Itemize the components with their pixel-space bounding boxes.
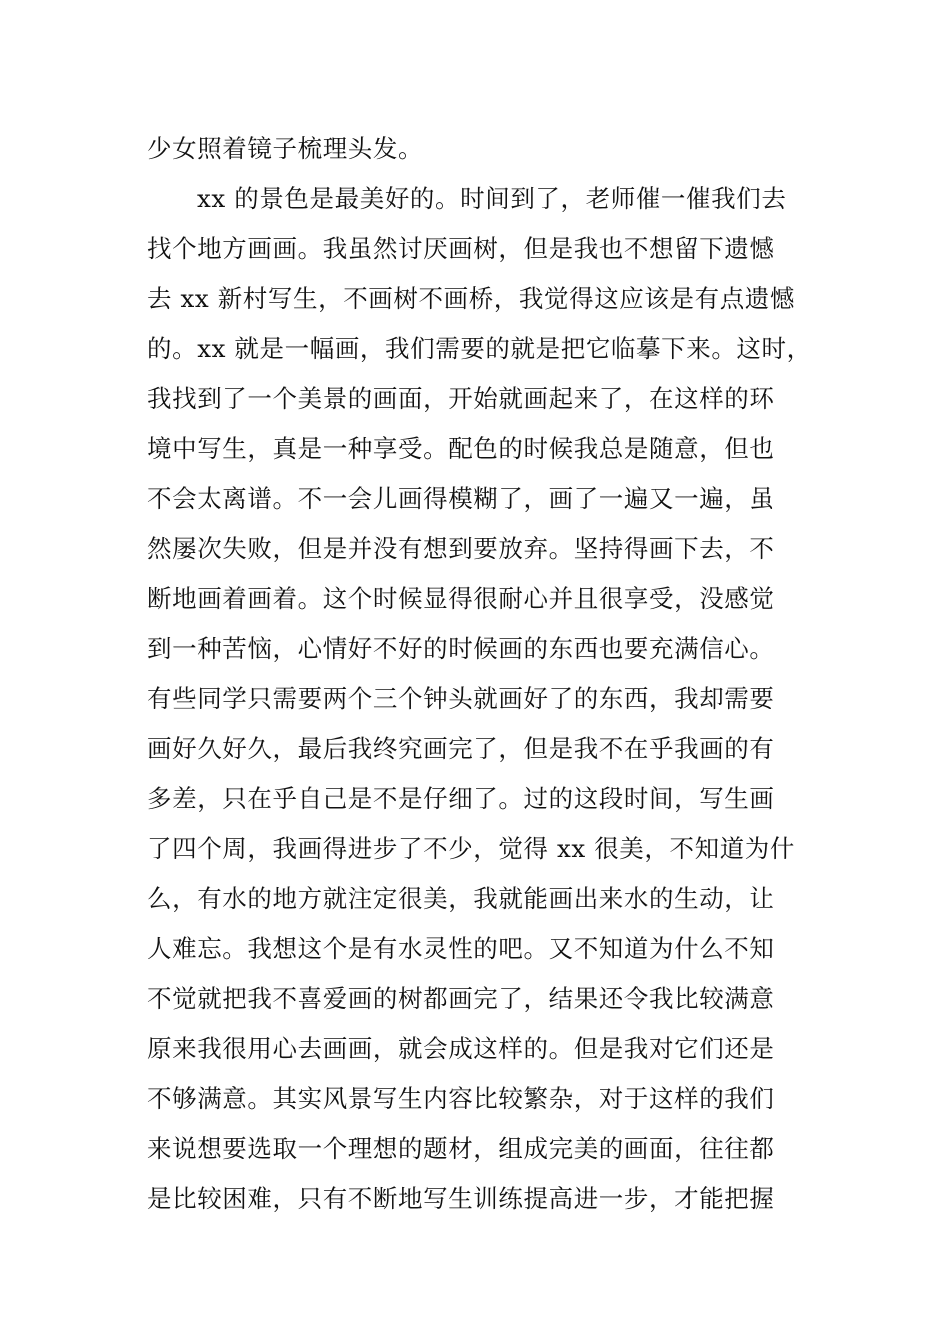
text-line: 断地画着画着。这个时候显得很耐心并且很享受，没感觉 [147, 584, 775, 613]
body-text [147, 124, 817, 1224]
text-line: 么，有水的地方就注定很美，我就能画出来水的生动，让 [147, 884, 775, 913]
text-line: 来说想要选取一个理想的题材，组成完美的画面，往往都 [147, 1134, 775, 1163]
text-line: 少女照着镜子梳理头发。 [147, 134, 424, 163]
text-line: 是比较困难，只有不断地写生训练提高进一步，才能把握 [147, 1184, 775, 1213]
text-line: 不觉就把我不喜爱画的树都画完了，结果还令我比较满意 [147, 984, 775, 1013]
text-line: 了四个周，我画得进步了不少，觉得 xx 很美，不知道为什 [147, 834, 796, 863]
text-line: 到一种苦恼，心情好不好的时候画的东西也要充满信心。 [147, 634, 775, 663]
text-line: 画好久好久，最后我终究画完了，但是我不在乎我画的有 [147, 734, 775, 763]
text-line: 的。xx 就是一幅画，我们需要的就是把它临摹下来。这时， [147, 334, 812, 363]
text-line: 有些同学只需要两个三个钟头就画好了的东西，我却需要 [147, 684, 775, 713]
text-line: 多差，只在乎自己是不是仔细了。过的这段时间，写生画 [147, 784, 775, 813]
text-line: 原来我很用心去画画，就会成这样的。但是我对它们还是 [147, 1034, 775, 1063]
text-line: 人难忘。我想这个是有水灵性的吧。又不知道为什么不知 [147, 934, 775, 963]
text-line: 不够满意。其实风景写生内容比较繁杂，对于这样的我们 [147, 1084, 775, 1113]
text-line: 去 xx 新村写生，不画树不画桥，我觉得这应该是有点遗憾 [147, 284, 796, 313]
text-line: 我找到了一个美景的画面，开始就画起来了，在这样的环 [147, 384, 775, 413]
text-line: 境中写生，真是一种享受。配色的时候我总是随意，但也 [147, 434, 775, 463]
text-line: 找个地方画画。我虽然讨厌画树，但是我也不想留下遗憾 [147, 234, 775, 263]
text-line: 然屡次失败，但是并没有想到要放弃。坚持得画下去，不 [147, 534, 775, 563]
paragraph-first-line: xx 的景色是最美好的。时间到了，老师催一催我们去 [197, 184, 787, 213]
text-line: 不会太离谱。不一会儿画得模糊了，画了一遍又一遍，虽 [147, 484, 775, 513]
